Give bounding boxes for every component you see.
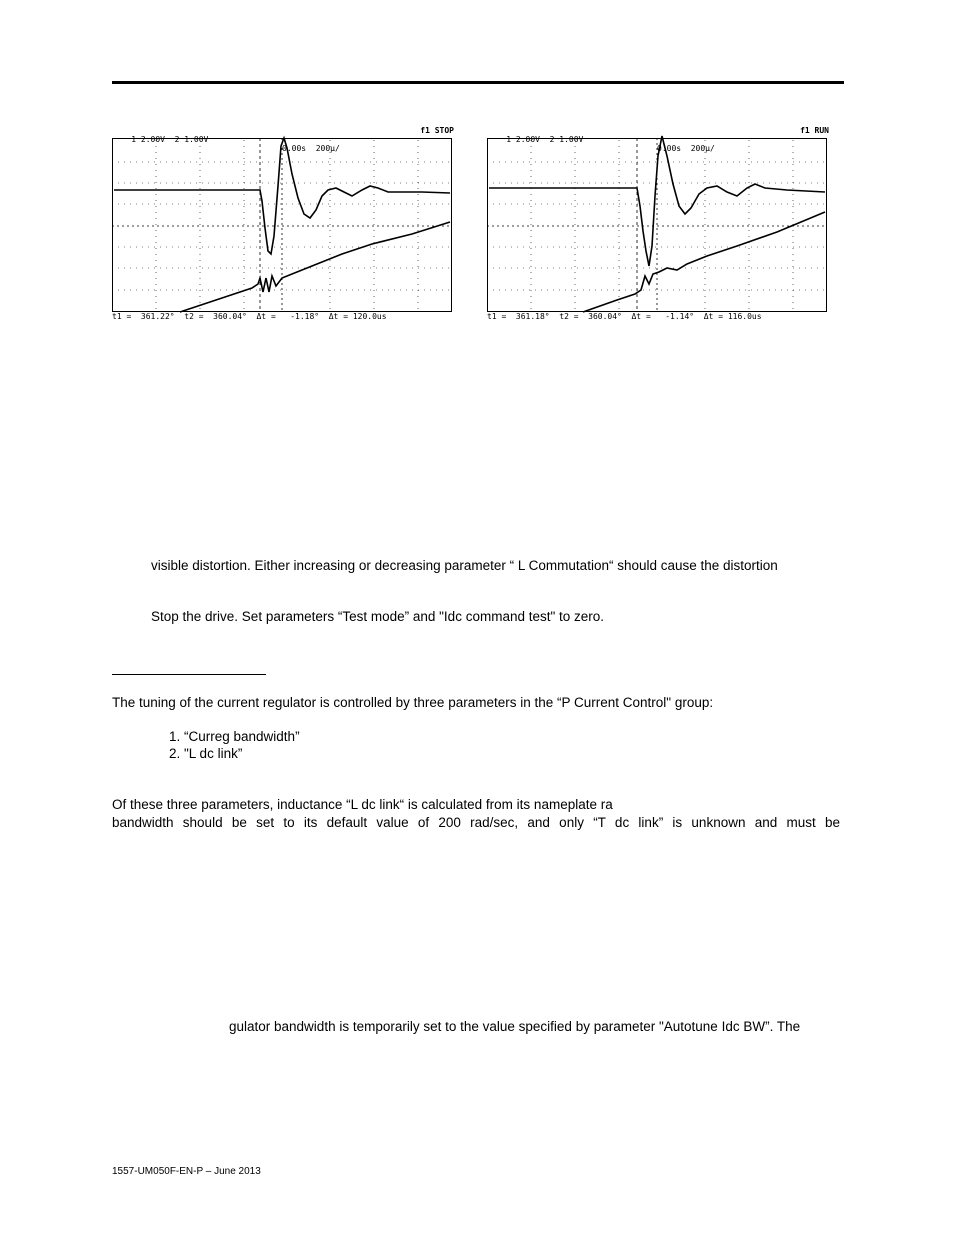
list-item: 2. "L dc link” xyxy=(169,746,243,761)
scope-timebase: 0.00s 200µ/ xyxy=(657,144,715,153)
body-text-line: visible distortion. Either increasing or decreasing parameter “ L Commutation“ should cause the distortion xyxy=(151,558,778,573)
section-rule xyxy=(112,674,266,675)
body-text-line-justified: bandwidth should be set to its default value of 200 rad/sec, and only “T dc link” is unknown and must be xyxy=(112,815,840,830)
oscilloscope-trace-right xyxy=(487,126,835,322)
scope-timebase: 0.00s 200µ/ xyxy=(282,144,340,153)
scope-readout-left: t1 = 361.22° t2 = 360.04° Δt = -1.18° Δt = 120.0us xyxy=(112,312,387,321)
body-text-line: The tuning of the current regulator is controlled by three parameters in the “P Current Control" group: xyxy=(112,695,714,710)
oscilloscope-trace-left xyxy=(112,126,460,322)
scope-readout-right: t1 = 361.18° t2 = 360.04° Δt = -1.14° Δt = 116.0us xyxy=(487,312,762,321)
page-footer-doc-id: 1557-UM050F-EN-P – June 2013 xyxy=(112,1166,261,1177)
scope-channel-scale: 1 2.00V 2 1.00V xyxy=(131,135,209,144)
scope-mode: f1 STOP xyxy=(420,126,454,135)
header-rule xyxy=(112,81,844,84)
list-item: 1. “Curreg bandwidth” xyxy=(169,729,300,744)
body-text-line: Stop the drive. Set parameters “Test mode” and "Idc command test" to zero. xyxy=(151,609,605,624)
scope-mode: f1 RUN xyxy=(800,126,829,135)
scope-channel-scale: 1 2.00V 2 1.00V xyxy=(506,135,584,144)
body-text-line: gulator bandwidth is temporarily set to the value specified by parameter "Autotune Idc BW”. The xyxy=(229,1019,801,1034)
scope-header-right xyxy=(487,126,835,171)
body-text-line: Of these three parameters, inductance “L dc link“ is calculated from its nameplate ra xyxy=(112,797,613,812)
scope-header-left xyxy=(112,126,460,171)
